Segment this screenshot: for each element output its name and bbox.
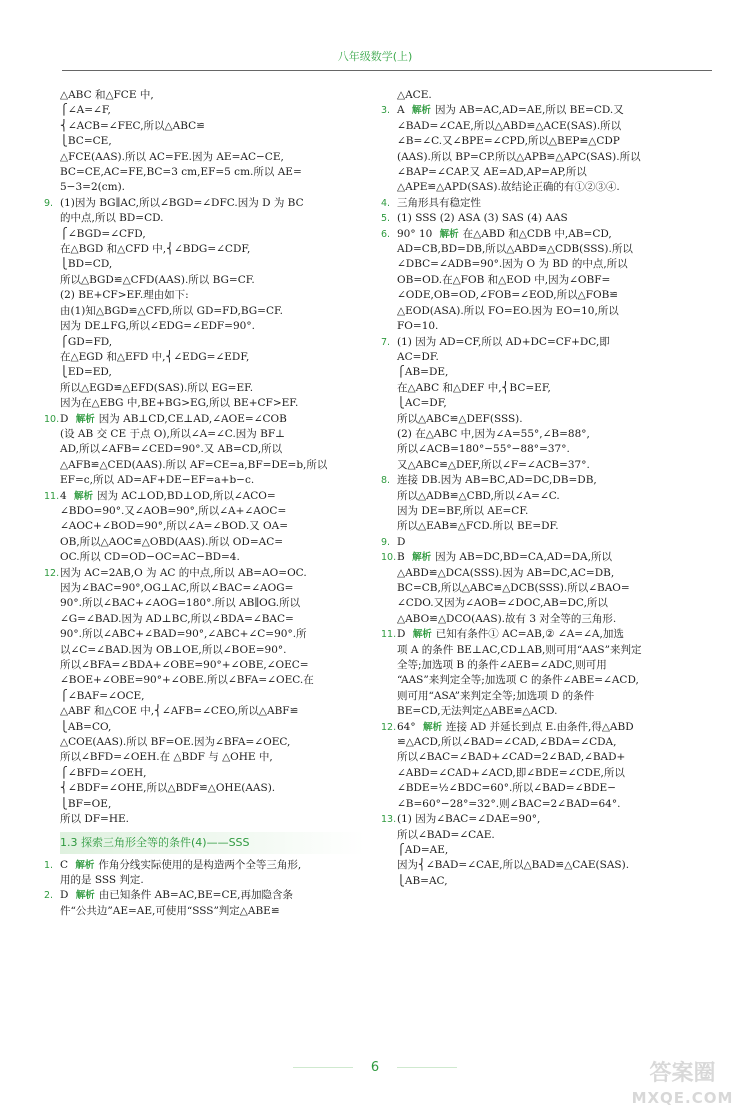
- answer-line: [60, 103, 365, 118]
- answer-line: [397, 781, 702, 796]
- answer-text: AD,所以∠AFB=∠CED=90°.又 AB=CD,所以: [60, 443, 283, 456]
- answer-text: BC=CB,所以△ABC≌△DCB(SSS).所以∠BAO=: [397, 582, 630, 594]
- answer-line: [397, 150, 702, 165]
- answer-line: [397, 673, 702, 688]
- answer-line: [60, 427, 365, 442]
- analysis-tag: 解析: [74, 490, 94, 502]
- answer-text: ⎧GD=FD,: [60, 335, 113, 348]
- answer-line: [60, 273, 365, 288]
- answer-text: 所以∠BAD=∠CAE.: [397, 828, 495, 841]
- answer-text: ⎧∠A=∠F,: [60, 104, 111, 117]
- answer-line: [60, 519, 365, 534]
- answer-text: △ABO≌△DCO(AAS).故有 3 对全等的三角形.: [397, 612, 617, 625]
- answer-text: (AAS).所以 BP=CP.所以△APB≌△APC(SAS).所以: [397, 150, 641, 163]
- answer-line: [397, 750, 702, 765]
- answer-line: [397, 365, 702, 380]
- answer-text: 所以∠ACB=180°−55°−88°=37°.: [397, 443, 570, 456]
- answer-line: [397, 612, 702, 627]
- answer-line: [60, 396, 365, 411]
- answer-text: (1) 因为∠BAC=∠DAE=90°,: [397, 813, 541, 826]
- answer-text: D: [397, 535, 406, 548]
- answer-line: [60, 766, 365, 781]
- answer-text: 因为 AC=2AB,O 为 AC 的中点,所以 AB=AO=OC.: [60, 566, 307, 579]
- answer-line: [60, 612, 365, 627]
- answer-line: [60, 596, 365, 611]
- answer-text: 的中点,所以 BD=CD.: [60, 212, 164, 225]
- answer-text: C 解析 作角分线实际使用的是构造两个全等三角形,: [60, 858, 302, 871]
- right-column: [381, 88, 702, 889]
- answer-text: 所以△EAB≌△FCD.所以 BE=DF.: [397, 520, 559, 533]
- watermark-line-1: 答案圈: [649, 1061, 716, 1086]
- answer-text: ∠BDO=90°.又∠AOB=90°,所以∠A+∠AOC=: [60, 504, 287, 517]
- answer-line: [397, 273, 702, 288]
- answer-text: BE=CD,无法判定△ABE≌△ACD.: [397, 705, 558, 718]
- answer-text: 所以△BGD≌△CFD(AAS).所以 BG=CF.: [60, 273, 255, 286]
- analysis-tag: 解析: [412, 629, 432, 641]
- answer-line: [397, 704, 702, 719]
- answer-line: [381, 211, 702, 226]
- analysis-tag: 解析: [75, 890, 95, 902]
- answer-text: (1) 因为 AD=CF,所以 AD+DC=CF+DC,即: [397, 335, 610, 348]
- answer-line: [60, 781, 365, 796]
- answer-text: ∠ODE,OB=OD,∠FOB=∠EOD,所以△FOB≌: [397, 289, 619, 302]
- analysis-tag: 解析: [439, 228, 459, 240]
- question-number: 10.: [381, 552, 397, 564]
- answer-text: 所以∠BAC=∠BAD+∠CAD=2∠BAD,∠BAD+: [397, 751, 626, 764]
- answer-text: 则可用“ASA”来判定全等;加选项 D 的条件: [397, 689, 595, 702]
- answer-line: [44, 566, 365, 581]
- question-number: 9.: [44, 197, 54, 209]
- answer-line: [397, 689, 702, 704]
- analysis-tag: 解析: [412, 552, 432, 564]
- answer-line: [381, 227, 702, 242]
- answer-line: [60, 673, 365, 688]
- answer-text: ∠BAD=∠CAE,所以△ABD≌△ACE(SAS).所以: [397, 119, 622, 132]
- answer-text: 在△ABC 和△DEF 中,⎨BC=EF,: [397, 381, 551, 394]
- answer-line: [397, 874, 702, 889]
- answer-text: OB=OD.在△FOB 和△EOD 中,因为∠OBF=: [397, 273, 611, 286]
- answer-text: 90°.所以∠BAC+∠AOG=180°.所以 AB∥OG.所以: [60, 597, 301, 610]
- answer-text: A 解析 因为 AB=AC,AD=AE,所以 BE=CD.又: [397, 104, 624, 117]
- answer-line: [397, 396, 702, 411]
- answer-text: △ABC 和△FCE 中,: [60, 89, 154, 101]
- answer-text: ⎩AB=AC,: [397, 874, 448, 887]
- answer-line: [381, 812, 702, 827]
- answer-text: 所以△ADB≌△CBD,所以∠A=∠C.: [397, 489, 560, 502]
- answer-line: [60, 227, 365, 242]
- question-number: 4.: [381, 197, 391, 209]
- answer-text: (2) BE+CF>EF.理由如下:: [60, 289, 189, 302]
- answer-line: [397, 88, 702, 103]
- answer-line: [60, 335, 365, 350]
- answer-line: [60, 134, 365, 149]
- answer-line: [60, 535, 365, 550]
- answer-text: 因为∠BAC=90°,OG⊥AC,所以∠BAC=∠AOG=: [60, 582, 294, 594]
- watermark-logo: [620, 1062, 745, 1112]
- answer-text: EF=c,所以 AD=AF+DE−EF=a+b−c.: [60, 474, 255, 487]
- page-number: 6: [357, 1057, 393, 1079]
- header-divider: [62, 70, 712, 71]
- answer-line: [397, 596, 702, 611]
- answer-text: D 解析 由已知条件 AB=AC,BE=CE,再加隐含条: [60, 889, 294, 902]
- answer-text: 又△ABC≌△DEF,所以∠F=∠ACB=37°.: [397, 458, 590, 471]
- answer-line: [381, 720, 702, 735]
- answer-text: ∠ABD=∠CAD+∠ACD,即∠BDE=∠CDE,所以: [397, 766, 625, 779]
- question-number: 6.: [381, 228, 391, 240]
- answer-line: [60, 150, 365, 165]
- answer-line: [397, 489, 702, 504]
- answer-text: 由(1)知△BGD≌△CFD,所以 GD=FD,BG=CF.: [60, 304, 283, 317]
- answer-line: [397, 658, 702, 673]
- answer-text: (设 AB 交 CE 于点 O),所以∠A=∠C.因为 BF⊥: [60, 427, 286, 440]
- answer-line: [60, 689, 365, 704]
- answer-line: [397, 119, 702, 134]
- analysis-tag: 解析: [75, 413, 95, 425]
- answer-text: 以∠C=∠BAD.因为 OB⊥OE,所以∠BOE=90°.: [60, 643, 287, 656]
- page-header: 八年级数学(上): [337, 50, 413, 63]
- analysis-tag: 解析: [75, 859, 95, 871]
- answer-line: [381, 627, 702, 642]
- answer-text: 5−3=2(cm).: [60, 181, 126, 194]
- answer-line: [60, 750, 365, 765]
- answer-text: ⎧∠BGD=∠CFD,: [60, 227, 146, 240]
- answer-line: [60, 904, 365, 919]
- answer-text: “AAS”来判定全等;加选项 C 的条件∠ABE=∠ACD,: [397, 674, 639, 687]
- question-number: 9.: [381, 536, 391, 548]
- answer-line: [44, 196, 365, 211]
- answer-line: [397, 427, 702, 442]
- answer-line: [60, 350, 365, 365]
- answer-line: [397, 412, 702, 427]
- answer-line: [60, 119, 365, 134]
- answer-line: [381, 550, 702, 565]
- answer-line: [381, 473, 702, 488]
- answer-line: [60, 704, 365, 719]
- answer-text: 连接 DB.因为 AB=BC,AD=DC,DB=DB,: [397, 474, 597, 487]
- answer-text: ∠B=∠C.又∠BPE=∠CPD,所以△BEP≌△CDP: [397, 135, 620, 148]
- answer-line: [60, 381, 365, 396]
- question-number: 11.: [44, 490, 60, 502]
- answer-line: [397, 442, 702, 457]
- answer-text: △ACE.: [397, 89, 432, 101]
- answer-line: [397, 843, 702, 858]
- answer-text: OC.所以 CD=OD−OC=AC−BD=4.: [60, 551, 240, 564]
- answer-text: 4 解析 因为 AC⊥OD,BD⊥OD,所以∠ACO=: [60, 489, 276, 502]
- answer-line: [397, 257, 702, 272]
- question-number: 3.: [381, 105, 391, 117]
- answer-line: [60, 165, 365, 180]
- answer-text: △ABF 和△COE 中,⎨∠AFB=∠CEO,所以△ABF≌: [60, 705, 299, 718]
- answer-text: 所以∠BFA=∠BDA+∠OBE=90°+∠OBE,∠OEC=: [60, 659, 309, 672]
- answer-line: [60, 180, 365, 195]
- answer-line: [60, 211, 365, 226]
- answer-text: FO=10.: [397, 320, 439, 333]
- answer-text: ⎩ED=ED,: [60, 366, 112, 379]
- answer-text: ⎩AC=DF,: [397, 397, 447, 410]
- answer-text: ⎩BD=CD,: [60, 258, 113, 271]
- answer-line: [60, 504, 365, 519]
- answer-text: △AFB≌△CED(AAS).所以 AF=CE=a,BF=DE=b,所以: [60, 458, 328, 471]
- answer-line: [60, 658, 365, 673]
- answer-text: D 解析 因为 AB⊥CD,CE⊥AD,∠AOE=∠COB: [60, 412, 287, 425]
- answer-text: ⎩BF=OE,: [60, 797, 112, 810]
- answer-line: [44, 888, 365, 903]
- answer-text: △ABD≌△DCA(SSS).因为 AB=DC,AC=DB,: [397, 566, 615, 579]
- answer-text: ⎨∠ACB=∠FEC,所以△ABC≌: [60, 119, 205, 132]
- answer-text: ⎧∠BFD=∠OEH,: [60, 766, 147, 779]
- answer-line: [381, 535, 702, 550]
- answer-text: 因为在△EBG 中,BE+BG>EG,所以 BE+CF>EF.: [60, 397, 299, 410]
- answer-line: [381, 103, 702, 118]
- answer-text: 件“公共边”AE=AE,可使用“SSS”判定△ABE≌: [60, 904, 280, 917]
- answer-line: [60, 550, 365, 565]
- answer-line: [397, 566, 702, 581]
- answer-text: 90° 10 解析 在△ABD 和△CDB 中,AB=CD,: [397, 227, 612, 240]
- answer-text: 在△EGD 和△EFD 中,⎨∠EDG=∠EDF,: [60, 350, 250, 363]
- answer-line: [397, 766, 702, 781]
- answer-text: (2) 在△ABC 中,因为∠A=55°,∠B=88°,: [397, 427, 590, 440]
- answer-text: ⎧AD=AE,: [397, 843, 449, 856]
- analysis-tag: 解析: [422, 721, 442, 733]
- answer-text: ∠BDE=½∠BDC=60°.所以∠BAD=∠BDE−: [397, 782, 616, 795]
- answer-line: [397, 735, 702, 750]
- question-number: 1.: [44, 859, 54, 871]
- answer-text: ⎧AB=DE,: [397, 366, 449, 379]
- answer-text: ≌△ACD,所以∠BAD=∠CAD,∠BDA=∠CDA,: [397, 736, 617, 749]
- answer-line: [60, 797, 365, 812]
- answer-line: [397, 304, 702, 319]
- answer-line: [397, 288, 702, 303]
- question-number: 2.: [44, 890, 54, 902]
- answer-line: [60, 442, 365, 457]
- answer-text: 在△BGD 和△CFD 中,⎨∠BDG=∠CDF,: [60, 243, 251, 256]
- answer-text: 全等;加选项 B 的条件∠AEB=∠ADC,则可用: [397, 659, 607, 672]
- answer-line: [397, 828, 702, 843]
- answer-line: [60, 88, 365, 103]
- analysis-tag: 解析: [411, 105, 431, 117]
- answer-line: [44, 858, 365, 873]
- question-number: 8.: [381, 475, 391, 487]
- answer-text: OB,所以△AOC≌△OBD(AAS).所以 OD=AC=: [60, 535, 284, 548]
- answer-text: 90°.所以∠ABC+∠BAD=90°,∠ABC+∠C=90°.所: [60, 628, 307, 641]
- answer-text: △EOD(ASA).所以 FO=EO.因为 EO=10,所以: [397, 304, 619, 317]
- answer-text: 所以∠BFD=∠OEH.在 △BDF 与 △OHE 中,: [60, 751, 273, 764]
- answer-text: ⎩BC=CE,: [60, 135, 112, 148]
- answer-line: [60, 581, 365, 596]
- answer-line: [397, 350, 702, 365]
- answer-line: [397, 242, 702, 257]
- answer-text: 所以△ABC≌△DEF(SSS).: [397, 412, 523, 425]
- answer-line: [397, 858, 702, 873]
- answer-line: [60, 304, 365, 319]
- answer-line: [397, 643, 702, 658]
- answer-text: ∠B=60°−28°=32°.则∠BAC=2∠BAD=64°.: [397, 797, 621, 810]
- answer-text: ⎨∠BDF=∠OHE,所以△BDF≌△OHE(AAS).: [60, 782, 276, 795]
- answer-line: [60, 735, 365, 750]
- answer-line: [397, 581, 702, 596]
- answer-text: (1) SSS (2) ASA (3) SAS (4) AAS: [397, 212, 568, 225]
- question-number: 12.: [44, 567, 60, 579]
- answer-text: (1)因为 BG∥AC,所以∠BGD=∠DFC.因为 D 为 BC: [60, 196, 304, 209]
- answer-line: [397, 165, 702, 180]
- answer-line: [397, 381, 702, 396]
- answer-text: ∠CDO.又因为∠AOB=∠DOC,AB=DC,所以: [397, 597, 608, 610]
- answer-line: [397, 797, 702, 812]
- question-number: 12.: [381, 721, 397, 733]
- answer-line: [60, 643, 365, 658]
- question-number: 11.: [381, 629, 397, 641]
- answer-text: ∠BAP=∠CAP.又 AE=AD,AP=AP,所以: [397, 166, 587, 179]
- answer-text: △FCE(AAS).所以 AC=FE.因为 AE=AC−CE,: [60, 150, 284, 163]
- answer-line: [60, 812, 365, 827]
- answer-line: [44, 412, 365, 427]
- answer-line: [60, 242, 365, 257]
- answer-line: [60, 257, 365, 272]
- answer-text: ∠AOC+∠BOD=90°,所以∠A=∠BOD.又 OA=: [60, 520, 289, 533]
- answer-text: AD=CB,BD=DB,所以△ABD≌△CDB(SSS).所以: [397, 243, 633, 256]
- section-title: 1.3 探索三角形全等的条件(4)——SSS: [60, 832, 365, 854]
- answer-text: 所以△EGD≌△EFD(SAS).所以 EG=EF.: [60, 381, 254, 394]
- answer-line: [381, 196, 702, 211]
- question-number: 7.: [381, 336, 391, 348]
- left-column: [44, 88, 365, 919]
- answer-text: 三角形具有稳定性: [397, 196, 481, 209]
- answer-text: ∠DBC=∠ADB=90°.因为 O 为 BD 的中点,所以: [397, 258, 628, 271]
- answer-line: [397, 134, 702, 149]
- answer-line: [60, 458, 365, 473]
- answer-text: 因为 DE⊥FG,所以∠EDG=∠EDF=90°.: [60, 320, 255, 333]
- answer-line: [397, 180, 702, 195]
- answer-line: [60, 627, 365, 642]
- answer-line: [60, 873, 365, 888]
- answer-text: 用的是 SSS 判定.: [60, 873, 144, 886]
- answer-text: ∠G=∠BAD.因为 AD⊥BC,所以∠BDA=∠BAC=: [60, 612, 294, 625]
- answer-line: [397, 504, 702, 519]
- answer-text: AC=DF.: [397, 350, 439, 363]
- answer-text: 因为 DE=BF,所以 AE=CF.: [397, 504, 529, 517]
- question-number: 13.: [381, 814, 397, 826]
- answer-text: ⎧∠BAF=∠OCE,: [60, 689, 145, 702]
- answer-text: 所以 DF=HE.: [60, 813, 129, 826]
- answer-text: BC=CE,AC=FE,BC=3 cm,EF=5 cm.所以 AE=: [60, 166, 302, 179]
- answer-text: 64° 解析 连接 AD 并延长到点 E.由条件,得△ABD: [397, 720, 634, 733]
- watermark-line-2: MXQE.COM: [631, 1089, 734, 1107]
- answer-line: [397, 519, 702, 534]
- answer-line: [60, 288, 365, 303]
- answer-text: 因为⎨∠BAD=∠CAE,所以△BAD≌△CAE(SAS).: [397, 859, 630, 872]
- question-number: 10.: [44, 413, 60, 425]
- answer-line: [397, 319, 702, 334]
- answer-text: 项 A 的条件 BE⊥AC,CD⊥AB,则可用“AAS”来判定: [397, 643, 642, 656]
- answer-text: △APE≌△APD(SAS).故结论正确的有①②③④.: [397, 181, 620, 194]
- answer-line: [60, 473, 365, 488]
- answer-line: [60, 319, 365, 334]
- answer-text: ∠BOE+∠OBE=90°+∠OBE.所以∠BFA=∠OEC.在: [60, 674, 314, 687]
- answer-line: [381, 335, 702, 350]
- answer-text: D 解析 已知有条件① AC=AB,② ∠A=∠A,加选: [397, 628, 624, 641]
- answer-line: [60, 365, 365, 380]
- answer-text: △COE(AAS).所以 BF=OE.因为∠BFA=∠OEC,: [60, 736, 291, 749]
- question-number: 5.: [381, 213, 391, 225]
- answer-line: [397, 458, 702, 473]
- answer-text: ⎩AB=CO,: [60, 720, 112, 733]
- answer-text: B 解析 因为 AB=DC,BD=CA,AD=DA,所以: [397, 551, 612, 564]
- answer-line: [60, 720, 365, 735]
- answer-line: [44, 489, 365, 504]
